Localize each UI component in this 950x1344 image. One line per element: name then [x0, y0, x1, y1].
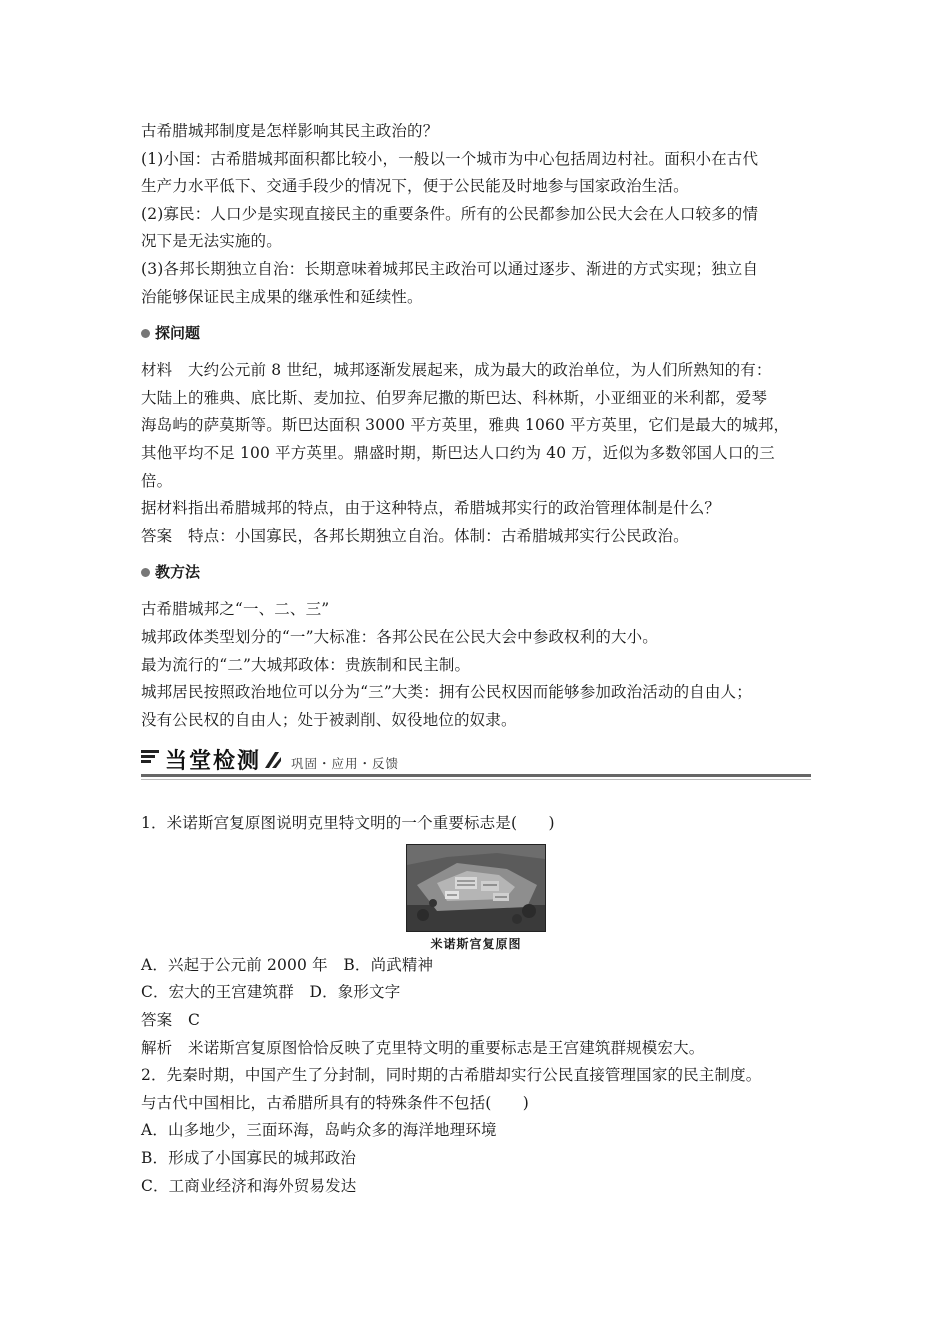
section-heading-tanwenti: [141, 323, 811, 343]
intro-point-2-line-2: 况下是无法实施的。: [141, 232, 282, 251]
intro-point-1-line-2: 生产力水平低下、交通手段少的情况下，便于公民能及时地参与国家政治生活。: [141, 177, 689, 196]
minoan-palace-reconstruction-image: [406, 844, 546, 932]
bullet-dot-icon: [141, 568, 150, 577]
method-line-1: 古希腊城邦之“一、二、三”: [141, 600, 330, 619]
q2-stem-line-1: 2．先秦时期，中国产生了分封制，同时期的古希腊却实行公民直接管理国家的民主制度。: [141, 1066, 762, 1085]
q1-figure: [406, 844, 546, 952]
q2-option-c: C．工商业经济和海外贸易发达: [141, 1176, 357, 1195]
intro-point-1-line-1: (1)小国：古希腊城邦面积都比较小，一般以一个城市为中心包括周边村社。面积小在古代: [141, 149, 759, 168]
material-question: 据材料指出希腊城邦的特点，由于这种特点，希腊城邦实行的政治管理体制是什么？: [141, 499, 721, 518]
banner-subtitle: 巩固・应用・反馈: [291, 756, 400, 772]
figure-caption: 米诺斯宫复原图: [430, 936, 522, 951]
material-line-5: 倍。: [141, 471, 173, 490]
q1-options-ab: A．兴起于公元前 2000 年 B．尚武精神: [141, 955, 434, 974]
method-line-5: 没有公民权的自由人；处于被剥削、奴役地位的奴隶。: [141, 710, 517, 729]
q1-options-cd: C．宏大的王宫建筑群 D．象形文字: [141, 983, 401, 1002]
intro-point-2-line-1: (2)寡民：人口少是实现直接民主的重要条件。所有的公民都参加公民大会在人口较多的情: [141, 204, 759, 223]
q2-stem-line-2: 与古代中国相比，古希腊所具有的特殊条件不包括( ): [141, 1093, 529, 1112]
method-line-3: 最为流行的“二”大城邦政体：贵族制和民主制。: [141, 655, 471, 674]
q1-answer: 答案 C: [141, 1011, 200, 1030]
q2-option-a: A．山多地少，三面环海，岛屿众多的海洋地理环境: [141, 1121, 497, 1140]
intro-question: 古希腊城邦制度是怎样影响其民主政治的？: [141, 122, 439, 140]
bullet-dot-icon: [141, 329, 150, 338]
section-banner: [141, 746, 811, 800]
material-line-1: 材料 大约公元前 8 世纪，城邦逐渐发展起来，成为最大的政治单位，为人们所熟知的有：: [141, 361, 772, 380]
banner-stripes-icon: [141, 750, 159, 768]
banner-title: 当堂检测: [165, 749, 262, 775]
section-heading-label: 教方法: [155, 563, 201, 582]
method-line-2: 城邦政体类型划分的“一”大标准：各邦公民在公民大会中参政权利的大小。: [141, 627, 658, 646]
material-line-2: 大陆上的雅典、底比斯、麦加拉、伯罗奔尼撒的斯巴达、科林斯，小亚细亚的米利都，爱琴: [141, 388, 768, 407]
method-line-4: 城邦居民按照政治地位可以分为“三”大类：拥有公民权因而能够参加政治活动的自由人；: [141, 683, 752, 702]
material-answer: 答案 特点：小国寡民，各邦长期独立自治。体制：古希腊城邦实行公民政治。: [141, 526, 689, 545]
banner-rule-thin: [141, 779, 811, 780]
q2-option-b: B．形成了小国寡民的城邦政治: [141, 1149, 356, 1168]
section-heading-jiaofangfa: [141, 562, 811, 582]
q1-stem: 1．米诺斯宫复原图说明克里特文明的一个重要标志是( ): [141, 814, 555, 833]
section-heading-label: 探问题: [155, 324, 201, 343]
q1-analysis: 解析 米诺斯宫复原图恰恰反映了克里特文明的重要标志是王宫建筑群规模宏大。: [141, 1038, 705, 1057]
intro-point-3-line-2: 治能够保证民主成果的继承性和延续性。: [141, 287, 423, 306]
banner-rule: [141, 774, 811, 777]
material-line-3: 海岛屿的萨莫斯等。斯巴达面积 3000 平方英里，雅典 1060 平方英里，它们是最大的城邦，: [141, 416, 790, 435]
banner-slant-stripes-icon: [261, 752, 281, 768]
document-page: [141, 118, 811, 1200]
material-line-4: 其他平均不足 100 平方英里。鼎盛时期，斯巴达人口约为 40 万，近似为多数邻国人口的三: [141, 443, 775, 462]
intro-point-3-line-1: (3)各邦长期独立自治：长期意味着城邦民主政治可以通过逐步、渐进的方式实现；独立自: [141, 259, 759, 278]
